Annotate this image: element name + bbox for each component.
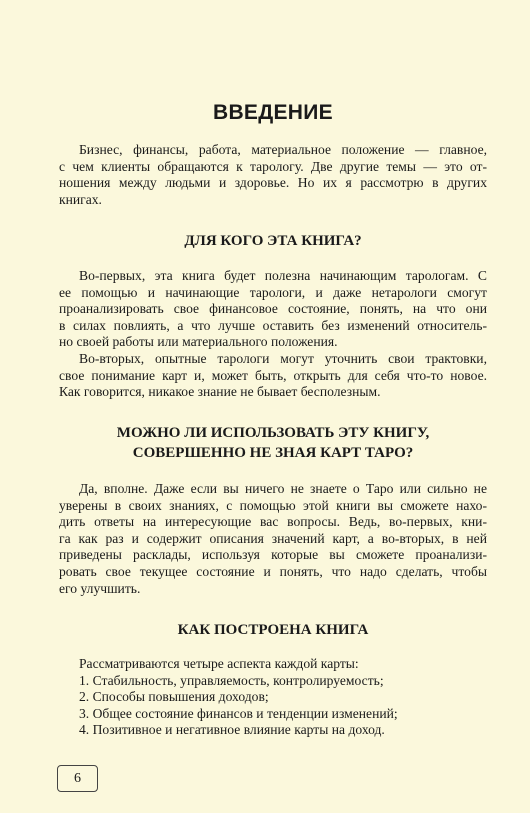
page-number: 6 (57, 765, 98, 792)
section-heading-structure: КАК ПОСТРОЕНА КНИГА (177, 622, 369, 638)
heading-line: МОЖНО ЛИ ИСПОЛЬЗОВАТЬ ЭТУ КНИГУ, (116, 425, 430, 441)
text-line: ее помощью и начинающие тарологи, и даже нетарологи смогут (59, 284, 487, 300)
section-heading-without-knowledge (59, 423, 487, 463)
text-line: Во-первых, эта книга будет полезна начинающим тарологам. С (79, 268, 487, 283)
list-item: 3. Общее состояние финансов и тенденции изменений; (79, 705, 398, 721)
text-line: Как говорится, никакое знание не бывает бесполезным. (59, 384, 381, 400)
list-item: 1. Стабильность, управляемость, контролируемость; (79, 672, 384, 688)
text-line: га как раз и содержит описания значений карт, а во-вторых, в ней (59, 530, 487, 546)
text-line: приведены расклады, используя которые вы сможете проанализи- (59, 547, 487, 563)
list-item: 2. Способы повышения доходов; (79, 689, 269, 705)
text-line: проанализировать свое финансовое состояние, понять, на что они (59, 301, 487, 317)
heading-line: СОВЕРШЕННО НЕ ЗНАЯ КАРТ ТАРО? (132, 445, 414, 461)
page-title: ВВЕДЕНИЕ (213, 101, 333, 124)
section1-paragraph-2 (59, 351, 487, 401)
text-line: Бизнес, финансы, работа, материальное положение — главное, (79, 142, 487, 157)
text-line: в силах повлиять, а что лучше оставить без изменений относитель- (59, 317, 487, 333)
text-line: с чем клиенты обращаются к тарологу. Две другие темы — это от- (59, 158, 487, 174)
text-line: уверены в своих знаниях, с помощью этой книги вы сможете нахо- (59, 497, 487, 513)
section2-paragraph (59, 481, 487, 597)
text-line: дить ответы на интересующие вас вопросы. Ведь, во-первых, кни- (59, 514, 487, 530)
intro-paragraph (59, 142, 487, 208)
text-line: свое понимание карт и, может быть, открыть для себя что-то новое. (59, 367, 487, 383)
section1-paragraph-1 (59, 268, 487, 351)
text-line: ровать свое текущее состояние и понять, что надо сделать, чтобы (59, 563, 487, 579)
text-line: ношения между людьми и здоровье. Но их я рассмотрю в других (59, 175, 487, 191)
text-line: его улучшить. (59, 580, 141, 596)
text-line: но своей работы или материального положения. (59, 334, 338, 350)
list-item: 4. Позитивное и негативное влияние карты на доход. (79, 722, 385, 738)
text-line: книгах. (59, 191, 102, 207)
text-line: Да, вполне. Даже если вы ничего не знаете о Таро или сильно не (79, 481, 487, 496)
list-intro: Рассматриваются четыре аспекта каждой карты: (79, 656, 359, 671)
aspects-list (79, 656, 487, 739)
text-line: Во-вторых, опытные тарологи могут уточнить свои трактовки, (79, 351, 487, 366)
section-heading-who: ДЛЯ КОГО ЭТА КНИГА? (184, 233, 362, 249)
